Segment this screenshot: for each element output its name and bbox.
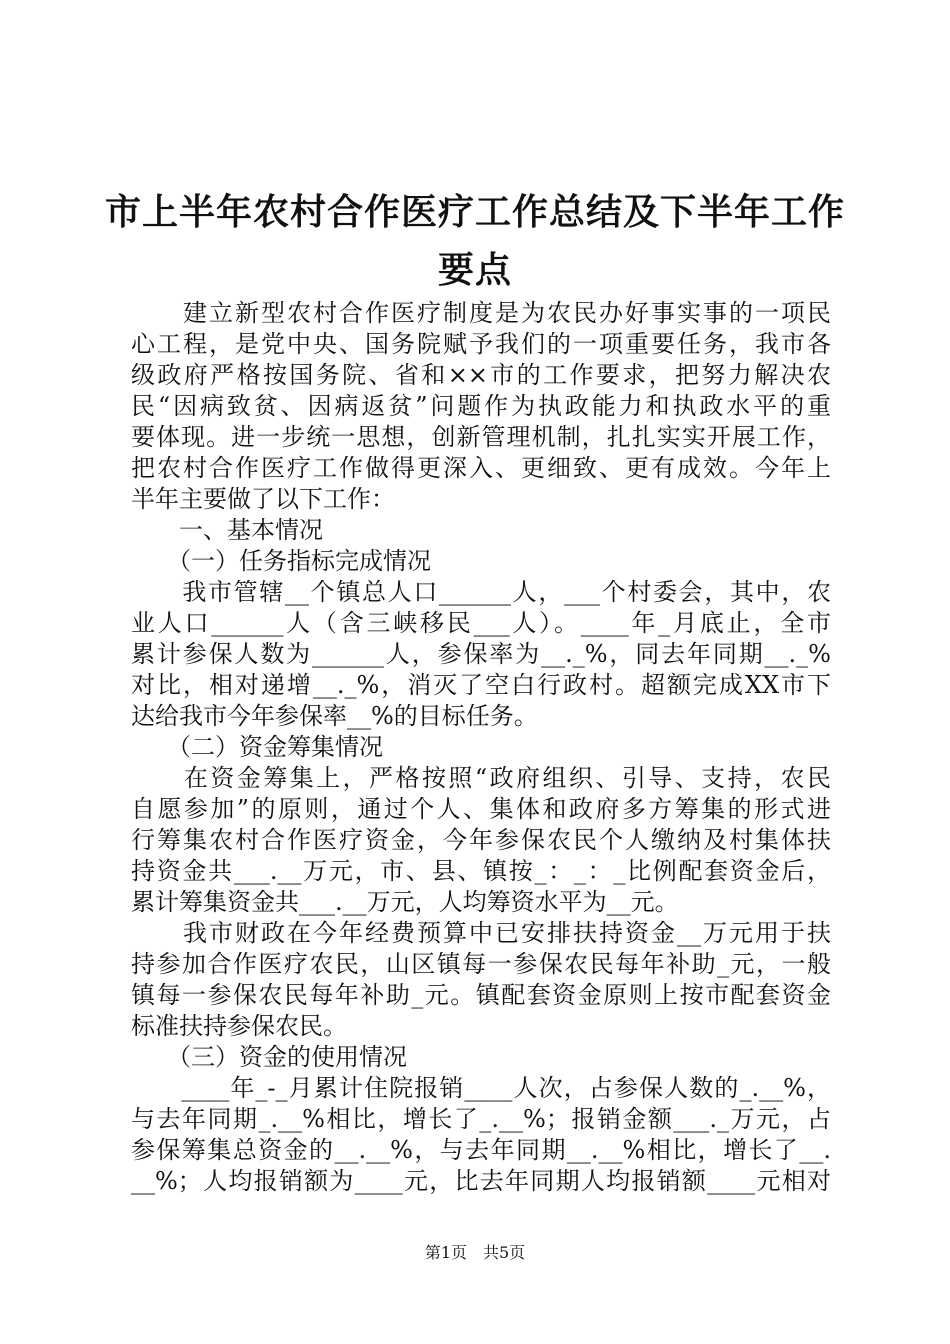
text-line: ____年_-_月累计住院报销____人次，占参保人数的_.__%， — [131, 1074, 831, 1102]
text-line: 半年主要做了以下工作： — [131, 485, 395, 513]
text-line: __%；人均报销额为____元，比去年同期人均报销额____元相对 — [131, 1167, 831, 1195]
text-line: 与去年同期_.__%相比，增长了_.__%；报销金额___._万元，占 — [131, 1105, 831, 1133]
text-line: 我市财政在今年经费预算中已安排扶持资金__万元用于扶 — [131, 919, 831, 947]
text-line: （一）任务指标完成情况 — [131, 547, 431, 575]
text-line: 累计参保人数为______人，参保率为__._%，同去年同期__._% — [131, 640, 831, 668]
text-line: 在资金筹集上，严格按照“政府组织、引导、支持，农民 — [131, 764, 831, 792]
text-line: 级政府严格按国务院、省和××市的工作要求，把努力解决农 — [131, 361, 831, 389]
document-title-line-2: 要点 — [437, 249, 512, 291]
text-line: 一、基本情况 — [131, 516, 323, 544]
text-line: 镇每一参保农民每年补助_元。镇配套资金原则上按市配套资金 — [131, 981, 831, 1009]
text-line: 持资金共___.__万元，市、县、镇按_：_：_比例配套资金后， — [131, 857, 831, 885]
text-line: 要体现。进一步统一思想，创新管理机制，扎扎实实开展工作， — [131, 423, 831, 451]
text-line: 标准扶持参保农民。 — [131, 1012, 347, 1040]
text-line: 参保筹集总资金的__.__%，与去年同期__.__%相比，增长了__. — [131, 1136, 831, 1164]
document-body — [131, 298, 831, 1197]
page-footer: 第1页 共5页 — [424, 1243, 526, 1262]
text-line: 心工程，是党中央、国务院赋予我们的一项重要任务，我市各 — [131, 330, 831, 358]
text-line: 行筹集农村合作医疗资金，今年参保农民个人缴纳及村集体扶 — [131, 826, 831, 854]
text-line: 我市管辖__个镇总人口______人，___个村委会，其中，农 — [131, 578, 831, 606]
text-line: 对比，相对递增__._%，消灭了空白行政村。超额完成XX市下 — [131, 671, 831, 699]
document-title-line-1: 市上半年农村合作医疗工作总结及下半年工作 — [104, 191, 845, 233]
text-line: 累计筹集资金共___.__万元，人均筹资水平为__元。 — [131, 888, 679, 916]
text-line: 把农村合作医疗工作做得更深入、更细致、更有成效。今年上 — [131, 454, 831, 482]
text-line: （三）资金的使用情况 — [131, 1043, 407, 1071]
text-line: 达给我市今年参保率__%的目标任务。 — [131, 702, 538, 730]
text-line: （二）资金筹集情况 — [131, 733, 383, 761]
text-line: 民“因病致贫、因病返贫”问题作为执政能力和执政水平的重 — [131, 392, 831, 420]
text-line: 业人口______人（含三峡移民___人）。____年_月底止，全市 — [131, 609, 831, 637]
text-line: 持参加合作医疗农民，山区镇每一参保农民每年补助_元，一般 — [131, 950, 831, 978]
text-line: 建立新型农村合作医疗制度是为农民办好事实事的一项民 — [131, 299, 831, 327]
text-line: 自愿参加”的原则，通过个人、集体和政府多方筹集的形式进 — [131, 795, 831, 823]
